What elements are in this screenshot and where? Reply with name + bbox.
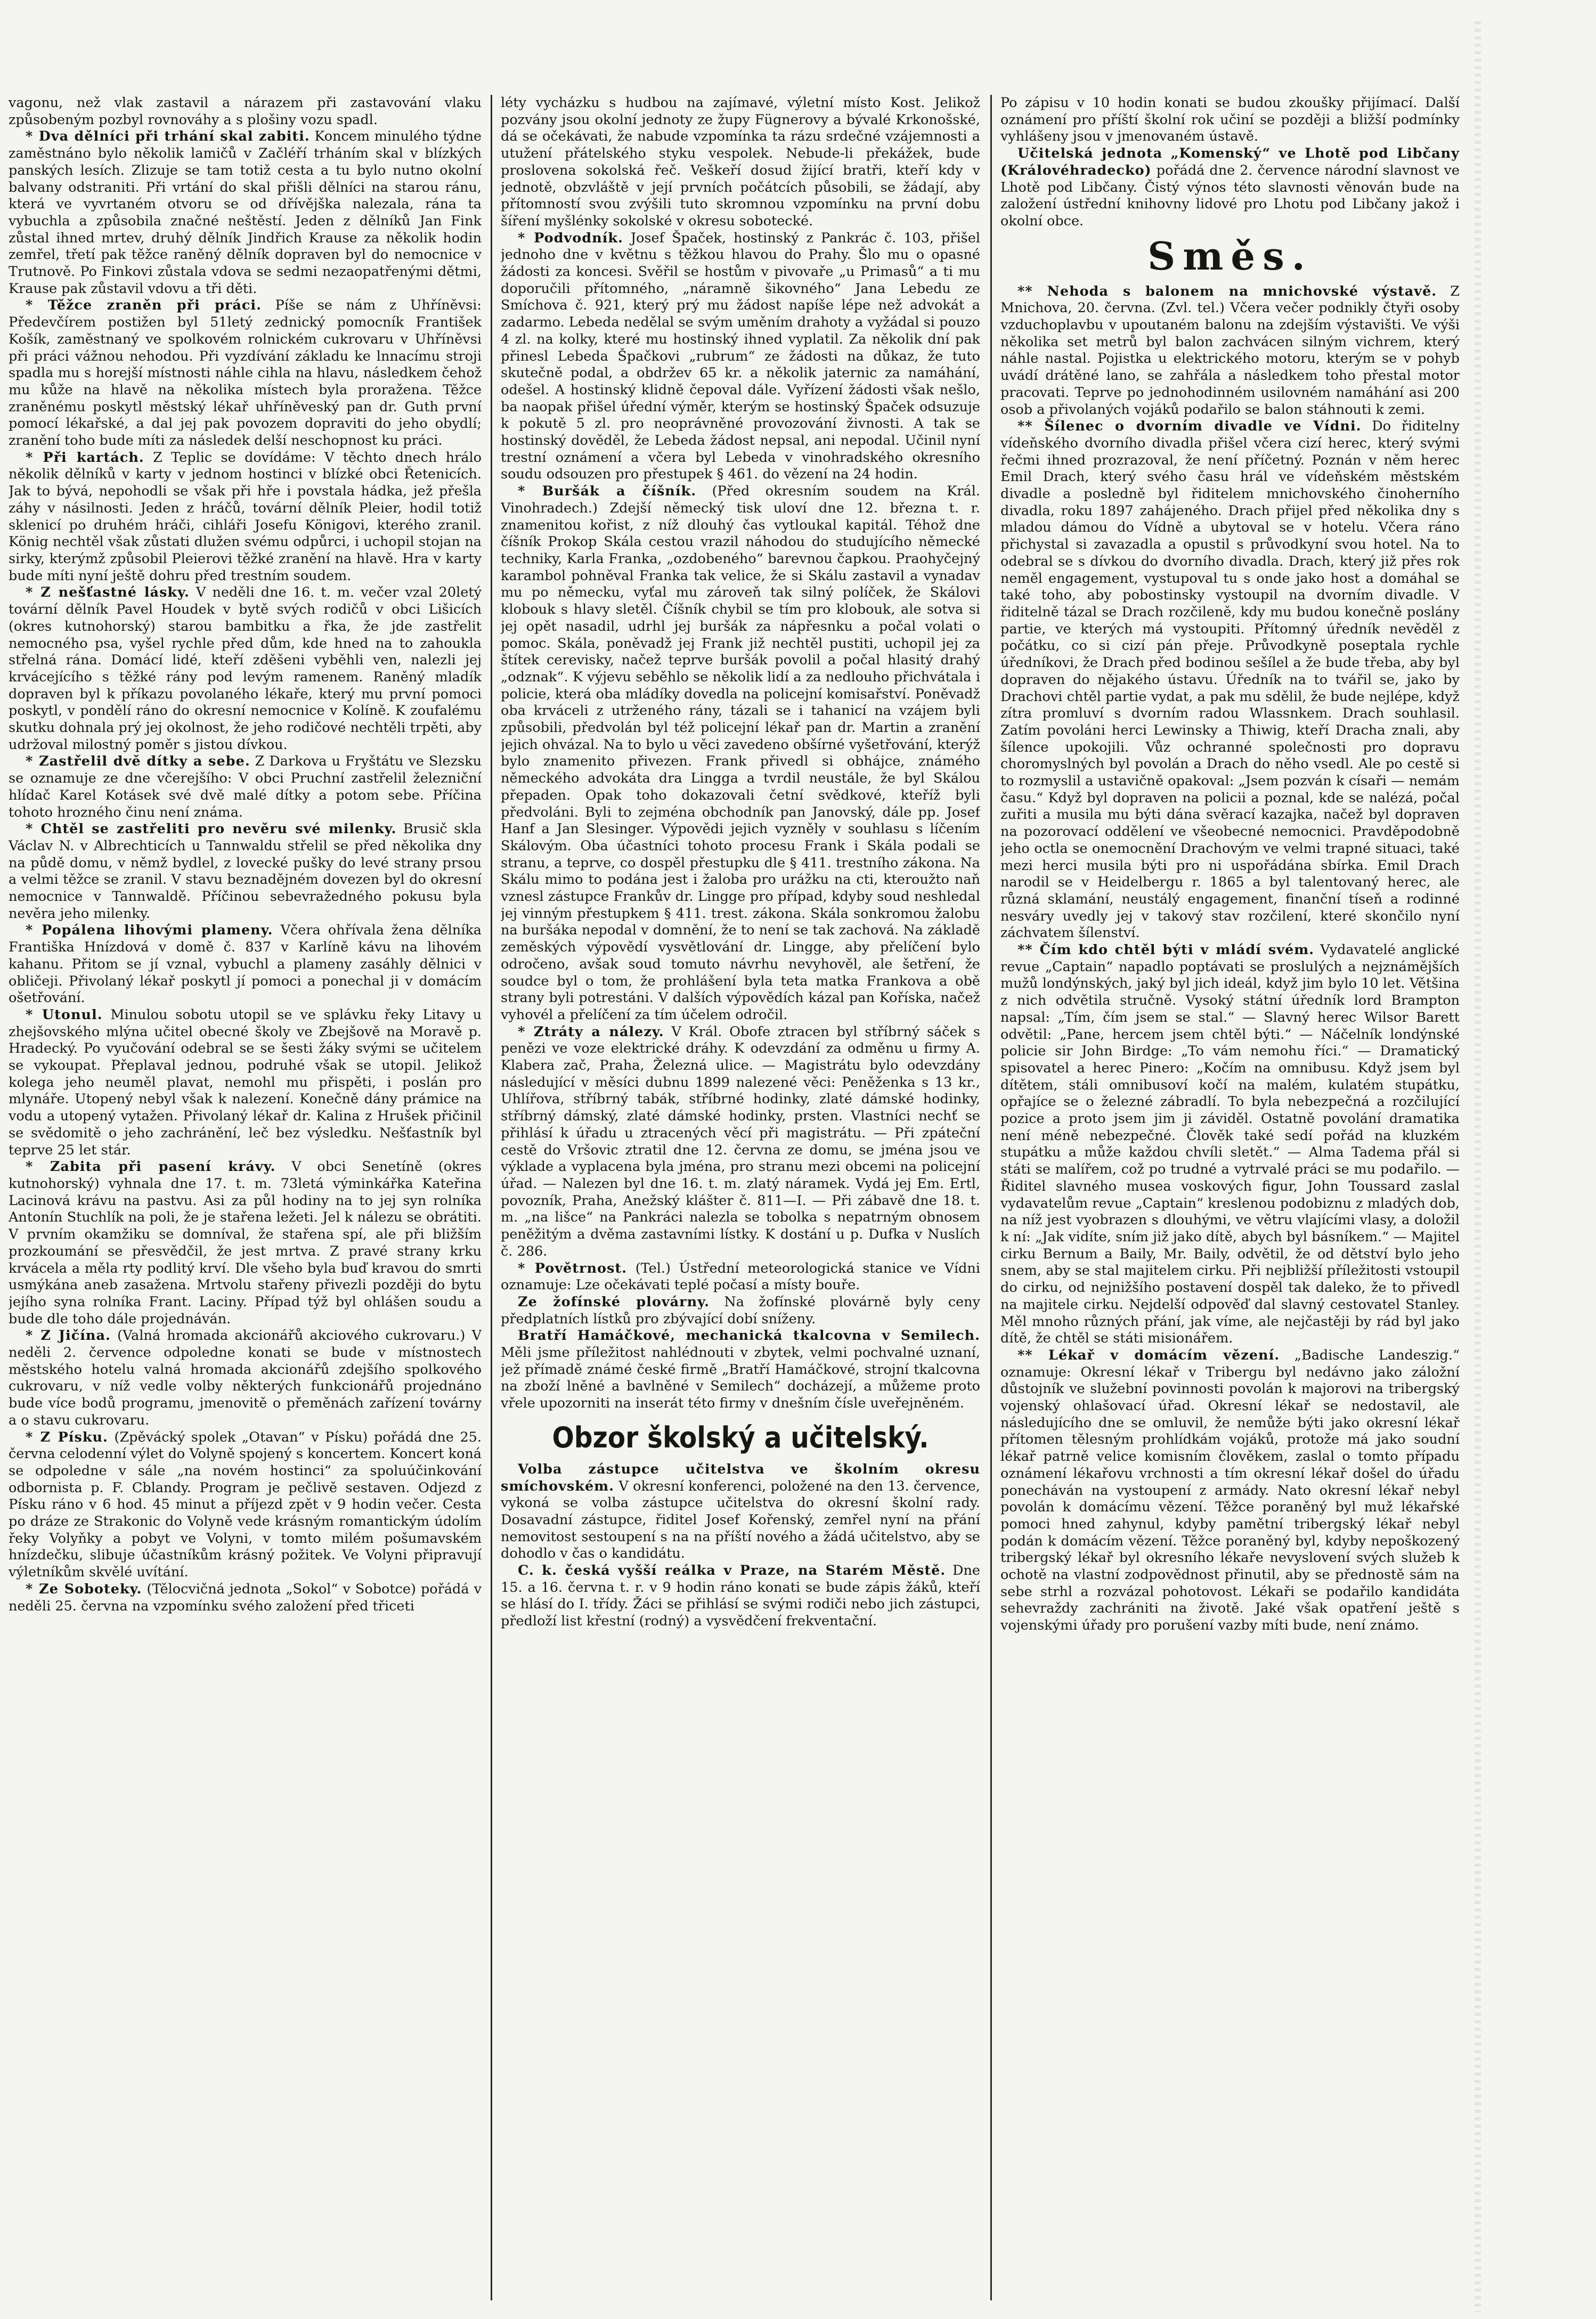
article-text: Měli jsme příležitost nahlédnouti v zbytek, velmi pochvalné uznaní, jež přímadě známé české firmě „Bratří Hamáčkové, strojní tkalcovna na zboží lněné a bavlněné v Semilech“ docházejí, a můžeme proto vřele upozorniti na inserát této firmy v dnešním čísle uveřejněném. — [501, 1345, 980, 1412]
article-text: Do řiditelny vídeňského dvorního divadla přišel včera cizí herec, který svými řečmi ihned prozrazoval, že není příčetný. Poznán v něm herec Emil Drach, který svého času hrál ve vídeňském městském divadle a posledně byl řiditelem mnichovského činoherního divadla, roku 1897 zahájeného. Drach přijel před několika dny s mladou dámou do Vídně a ubytoval se v hotelu. Včera ráno přichystal si zavazadla a opustil s průvodkyní svou hotel. Na to odebral se s dívkou do dvorního divadla. Drach, který již přes rok neměl engagement, vystupoval tu s onde jako host a domáhal se také toho, aby pobostinsky vystoupil na dvorním divadle. V řiditelně tázal se Drach rozčileně, kdy mu budou konečně poslány partie, ve kterých má vystoupiti. Přítomný úředník nevěděl z počátku, co si cizí pán přeje. Průvodkyně poseptala rychle úředníkovi, že Drach před bodinou sešílel a že bude třeba, aby byl dopraven do nějakého ústavu. Úředník na to tvářil se, jako by Drachovi chtěl partie vydat, a pak mu sdělil, že bude nejlépe, když zítra promluví s dvorním radou Wlassnkem. Drach souhlasil. Zatím povoláni herci Lewinsky a Thiwig, kteří Dracha znali, aby šílence upokojili. Vůz ochranné společnosti pro dopravu choromyslných byl povolán a Drach do něho vsedl. Ale po cestě si to rozmyslil a ustavičně opakoval: „Jsem pozván k císaři — nemám času.“ Když byl dopraven na policii a poznal, kde se nalézá, počal zuřiti a musila mu býti dána svěrací kazajka, načež byl dopraven na pozorovací oddělení ve všeobecné nemocnici. Pravděpodobně jeho octla se onemocnění Drachovým ve velmi trapné situaci, také mezi herci musila býti pro ni uspořádána sbírka. Emil Drach narodil se v Heidelbergu r. 1865 a byl talentovaný herec, ale různá sklamání, neustálý engagement, finanční tíseň a rodinné nesváry uvedly jej v takový stav rozčilení, které skončilo nyní záchvatem šílenství. — [1000, 418, 1460, 941]
article-headline: * Buršák a číšník. — [518, 483, 697, 500]
article-headline: * Utonul. — [26, 1006, 103, 1023]
article-headline: C. k. česká vyšší reálka v Praze, na Starém Městě. — [518, 1563, 946, 1579]
article-text: Z Mnichova, 20. června. (Zvl. tel.) Včera večer podnikly čtyři osoby vzduchoplavbu v upoutaném balonu na zdejším výstavišti. Ve výši několika set metrů byl balon zachvácen silným vichrem, který náhle nastal. Pojistka u elektrického motoru, kterým se v pohyb uvádí drátěné lano, se zahřála a následkem toho přestal motor pracovati. Teprve po jednohodinném usilovném namáhání asi 200 osob a přivolaných vojáků podařilo se balon stáhnouti k zemi. — [1000, 283, 1460, 418]
article-paragraph — [9, 450, 482, 585]
article-headline: * Podvodník. — [518, 230, 623, 246]
article-headline: * Z Písku. — [26, 1429, 108, 1445]
article-text: vagonu, než vlak zastavil a nárazem při zastavování vlaku způsobeným pozbyl rovnováhy a s plošiny vozu spadl. — [9, 95, 482, 128]
article-headline: * Ze Soboteky. — [26, 1581, 142, 1597]
article-paragraph — [1000, 942, 1460, 1347]
article-paragraph — [9, 95, 482, 128]
article-text: (Tělocvičná jednota „Sokol“ v Sobotce) pořádá v neděli 25. června na vzpomínku svého založení před třiceti — [9, 1581, 482, 1614]
article-text: (Před okresním soudem na Král. Vinohradech.) Zdejší německý tisk uloví dne 12. března t. r. znamenitou kořist, z níž dlouhý čas vytloukal kapitál. Téhož dne číšník Prokop Skála cestou vrazil náhodou do studujícího německé techniky, Karla Franka, „ozdobeného“ barevnou čapkou. Praohyčejný karambol pohněval Franka tak velice, že si Skálu zastavil a vynadav mu po německu, vyťal mu zároveň tak silný políček, že Skálovi klobouk s hlavy sletěl. Číšník chybil se tím pro klobouk, ale sotva si jej opět nasadil, udrhl jej buršák za nápřesnku a počal volati o pomoc. Skála, poněvadž jej Frank již nechtěl pustiti, uchopil jej za štítek cerevisky, načež teprve buršák povolil a počal hlasitý drahý „odznak“. K výjevu seběhlo se několik lidí a za nedlouho přichvátala i policie, která oba mládíky dovedla na policejní komisařství. Poněvadž oba krváceli z utrženého rány, tázali se i tahanicí na vzájem byli způsobili, předvolán byl též policejní lékař pan dr. Martin a zranění jejich ohvázal. Na to bylo u věci zavedeno obšírné vyšetřování, kterýž bylo znamenito přivezen. Frank přivedl si obhájce, známého německého advokáta dra Lingga a tvrdil neustále, že byl Skálou přepaden. Opak toho dokazovali četní svědkové, kteříž byli předvoláni. Byli to zejména obchodník pan Janovský, dále pp. Josef Hanf a Jan Slesinger. Výpovědi jejich vyzněly v souhlasu s líčením Skálovým. Oba účastníci tohoto procesu Frank i Skála podali se stranu, a teprve, co dospěl přestupku dle § 411. trestního zákona. Na Skálu mimo to podána jest i žaloba pro urážku na cti, kteroužto naň vznesl zástupce Frankův dr. Lingge pro případ, kdyby soud neshledal jej vinným přestupkem § 411. trest. zákona. Skála sonkromou žalobu na buršáka nepodal v domnění, že to není se tak zachová. Na základě zeměských výpovědí vysvětlování dr. Lingge, aby přelíčení bylo odročeno, avšak soud tomuto návrhu nevyhověl, ale šetření, že soudce byl o tom, že prohlášení byla teta matka Frankova a obě strany byli potrestáni. V dalších výpovědích kázal pan Koříska, načež vyhovél a přelíčení za tím účelem odročil. — [501, 483, 980, 1023]
article-paragraph — [1000, 145, 1460, 230]
article-paragraph — [9, 297, 482, 449]
article-text: (Tel.) Ústřední meteorologická stanice ve Vídni oznamuje: Lze očekávati teplé počasí a místy bouře. — [501, 1260, 980, 1293]
article-text: Z Teplic se dovídáme: V těchto dnech hrálo několik dělníků v karty v jednom hostinci v blízké obci Řetenicích. Jak to bývá, nepohodli se však při hře i povstala hádka, jež přešla záhy v násilnosti. Jeden z hráčů, tovární dělník Pleier, hodil totiž sklenicí po druhém hráči, cihláři Josefu Königovi, kterého zranil. König nechtěl však zůstati dlužen svému odpůrci, i uchopil stojan na sirky, kterýmž způsobil Pleierovi těžké zranění na hlavě. Hra v karty bude míti nyní ještě dohru před trestním soudem. — [9, 449, 482, 584]
article-text: Po zápisu v 10 hodin konati se budou zkoušky přijímací. Další oznámení pro příští školní rok učiní se později a bližší podmínky vyhlášeny jsou v jmenovaném ústavě. — [1000, 95, 1460, 145]
article-text: Na žofínské plovárně byly ceny předplatních lístků pro zbývající dobí sníženy. — [501, 1293, 980, 1327]
article-paragraph — [9, 922, 482, 1007]
article-text: V obci Senetíně (okres kutnohorský) vyhnala dne 17. t. m. 73letá výminkářka Kateřina Lacinová krávu na pastvu. Asi za půl hodiny na to jej syn rolníka Antonín Stuchlík na poli, že je stařena ležeti. Jel k nálezu se obrátiti. V prvním okamžiku se domníval, že stařena spí, ale při bližším prozkoumání se přesvědčil, že jest mrtva. Z pravé strany krku krvácela a měla rty podlitý krví. Dle všeho byla buď kravou do smrti usmýkána aneb zasažena. Mrtvolu stařeny přivezli později do bytu jejího syna rolníka Frant. Laciny. Případ týž byl ohlášen soudu a bude dle toho dále projednáván. — [9, 1159, 482, 1327]
article-paragraph — [1000, 95, 1460, 145]
article-headline: * Z Jičína. — [26, 1328, 111, 1344]
article-paragraph — [501, 95, 980, 230]
article-paragraph — [9, 1429, 482, 1581]
article-headline: ** Lékař v domácím vězení. — [1017, 1347, 1280, 1363]
column-3 — [1000, 95, 1460, 2300]
article-headline: ** Nehoda s balonem na mnichovské výstavě. — [1017, 283, 1437, 299]
article-text: Brusič skla Václav N. v Albrechticích u Tannwaldu střelil se před několika dny na půdě domu, v němž bydlel, z lovecké pušky do levé strany prsou a velmi těžce se zranil. V stavu beznadějném dovezen byl do okresní nemocnice v Tannwaldě. Příčinou sebevražedného pokusu byla nevěra jeho milenky. — [9, 821, 482, 922]
article-paragraph — [501, 483, 980, 1024]
article-text: Z Darkova u Fryštátu ve Slezsku se oznamuje ze dne včerejšího: V obci Pruchní zastřelil železniční hlídač Karel Kotásek své dvě malé dítky a potom sebe. Příčina tohoto hrozného činu není známa. — [9, 753, 482, 820]
article-paragraph — [9, 1328, 482, 1429]
article-text: Dne 15. a 16. června t. r. v 9 hodin ráno konati se bude zápis žáků, kteří se hlásí do I. třídy. Žáci se přihlásí se svými rodiči nebo jich zástupci, předloží list křestní (rodný) a vysvědčení frekventační. — [501, 1563, 980, 1630]
article-text: Minulou sobotu utopil se ve splávku řeky Litavy u zhejšovského mlýna učitel obecné školy ve Zbejšově na Moravě p. Hradecký. Po vyučování odebral se se šesti žáky svými se učitelem se vykoupat. Přeplaval jednou, podruhé však se utopil. Jelikož kolega jeho neuměl plavat, nemohl mu přispěti, i poslán pro mlynáře. Utopený nebyl však k nalezení. Konečně dány prámice na vodu a utopený vytažen. Přivolaný lékař dr. Kalina z Hrušek přičinil se svědomitě o jeho zachránění, leč bez výsledku. Nešťastník byl teprve 25 let stár. — [9, 1006, 482, 1158]
article-headline: * Zabita při pasení krávy. — [26, 1159, 276, 1175]
article-paragraph — [501, 1328, 980, 1412]
article-text: (Zpěvácký spolek „Otavan“ v Písku) pořádá dne 25. června celodenní výlet do Volyně spojený s koncertem. Koncert koná se odpoledne v sále „na novém hostinci“ za spoluúčinkování odbornista p. F. Cblandy. Program je pečlivě sestaven. Odjezd z Písku ráno v 6 hod. 45 minut a příjezd zpět v 9 hodin večer. Cesta po dráze ze Strakonic do Volyně vede krásným romantickým údolím řeky Volyňky a pobyt ve Volyni, v tomto milém pošumavském hnízdečku, slibuje účastníkům krásný požitek. Ve Volyni připravují výletníkům skvělé uvítání. — [9, 1429, 482, 1581]
article-paragraph — [1000, 418, 1460, 942]
article-headline: * Ztráty a nálezy. — [518, 1023, 664, 1040]
article-headline: * Zastřelil dvě dítky a sebe. — [26, 753, 250, 770]
article-text: V okresní konferenci, položené na den 13. července, vykoná se volba zástupce učitelstva do okresní školní rady. Dosavadní zástupce, řiditel Josef Kořenský, zemřel nyní na přání nemovitost sestoupení s na na příští nového a žádá učitelstvo, aby se dohodlo v čas o kandidátu. — [501, 1478, 980, 1562]
article-headline: * Dva dělníci při trhání skal zabiti. — [26, 128, 310, 145]
article-text: „Badische Landeszig.“ oznamuje: Okresní lékař v Tribergu byl nedávno jako záložní důstojník ve služební povinnosti povolán k majorovi na tribergský vojenský ohlašovací úřad. Okresní lékař se nedostavil, ale následujícího dne se omluvil, že nemůže býti jako okresní lékař přítomen tělesným prohlídkám vojáků, protože má jako soudní lékař patrně velice komisním člověkem, zaslal o tomto případu oznámení lékařovu vrchnosti a tím okresní lékař došel do úřadu ponecháván na vystoupení z armády. Nato okresní lékař nebyl povolán k domácímu vězení. Těžce poraněný byl muž lékařské pomoci hned zahynul, kdyby pamětní tribergský lékař nebyl podán k domácím vězení. Těžce poraněný byl, kdyby nepoškozený tribergský lékař byl okresního lékaře nevyslovení svých služeb k ochotě na vlastní zodpovědnost přinutil, aby se přednostě sám na sebe strhl a rozvázal pohotovost. Lékaři se podařilo kandidáta sehevraždy zachrániti na životě. Jaké však opatření ještě s vojenskými úřady pro porušení vazby míti bude, není známo. — [1000, 1347, 1460, 1634]
article-headline: * Povětrnost. — [518, 1260, 628, 1276]
article-headline: * Při kartách. — [26, 449, 144, 466]
article-paragraph — [9, 753, 482, 821]
article-text: léty vycházku s hudbou na zajímavé, výletní místo Kost. Jelikož pozvány jsou okolní jednoty ze župy Fügnerovy a bývalé Krkonošské, dá se očekávati, že nabude vzpomínka ta rázu srdečné vzájemnosti a utužení přátelského styku vespolek. Nebude-li překážek, bude proslovena sokolská řeč. Veškeří dosud žijící bratři, kteří kdy v jednotě, obzvláště v její prvních počátcích působili, se žádají, aby přítomností svou zvýšili tuto skromnou vzpomínku na první dobu šíření myšlénky sokolské v okresu sobotecké. — [501, 95, 980, 229]
article-text: (Valná hromada akcionářů akciového cukrovaru.) V neděli 2. července odpoledne konati se bude v místnostech městského hotelu valná hromada akcionářů zdejšího spolkového cukrovaru, v níž vedle volby některých funkcionářů projednáno bude více bodů programu, jmenovitě o přeměnách zařízení továrny a o stavu cukrovaru. — [9, 1328, 482, 1428]
article-headline: * Chtěl se zastřeliti pro nevěru své milenky. — [26, 821, 397, 837]
article-paragraph — [9, 128, 482, 297]
article-paragraph — [501, 1461, 980, 1563]
article-headline: Ze žofínské plovárny. — [518, 1293, 710, 1310]
article-text: pořádá dne 2. července národní slavnost ve Lhotě pod Libčany. Čistý výnos této slavnosti věnován bude na založení ústřední knihovny lidové pro Lhotu pod Libčany jakož i okolní obce. — [1000, 162, 1460, 229]
column-1 — [9, 95, 482, 2300]
article-paragraph — [9, 584, 482, 753]
article-paragraph — [501, 1563, 980, 1630]
article-headline: * Z nešťastné lásky. — [26, 584, 190, 601]
article-headline: Bratří Hamáčkové, mechanická tkalcovna v Semilech. — [518, 1328, 980, 1344]
article-text: V neděli dne 16. t. m. večer vzal 20letý tovární dělník Pavel Houdek v bytě svých rodičů v obci Lišicích (okres kutnohorský) starou bambitku a řka, že jde zastřelit nemocného psa, vyšel rychle před dům, kde hned na to zahoukla střelná rána. Domácí lidé, kteří zděšeni vyběhli ven, nalezli jej krvácejícího s těžké rány pod levým ramenem. Raněný mladík dopraven byl k příkazu povolaného lékaře, který mu první pomoci poskytl, v pondělí ráno do okresní nemocnice v Kolíně. K zoufalému skutku dohnala prý jej okolnost, že jeho rodičové nechtěli trpěti, aby udržoval milostný poměr s jistou dívkou. — [9, 584, 482, 753]
article-paragraph — [501, 1294, 980, 1328]
article-paragraph — [501, 230, 980, 484]
article-paragraph — [1000, 283, 1460, 419]
article-paragraph — [9, 821, 482, 922]
article-paragraph — [9, 1159, 482, 1328]
article-text: Koncem minulého týdne zaměstnáno bylo několik lamičů v Začléří trháním skal v blízkých panských lesích. Zlizuje se tam totiž cesta a tu bylo nutno okolní balvany odstraniti. Při vrtání do skal přišli dělníci na starou ránu, která ve vyvrtaném otvoru se od dřívějška nalezala, rána ta vybuchla a způsobila značné neštěstí. Jeden z dělníků Jan Fink zůstal ihned mrtev, druhý dělník Jindřich Krause za několik hodin zemřel, třetí pak těžce raněný dělník dopraven byl do nemocnice v Trutnově. Po Finkovi zůstala vdova se sedmi nezaopatřenými dětmi, Krause pak zůstavil vdovu a tři děti. — [9, 128, 482, 297]
column-rule — [990, 95, 992, 2300]
article-headline: ** Šílenec o dvorním divadle ve Vídni. — [1017, 418, 1362, 435]
article-paragraph — [1000, 1347, 1460, 1634]
section-title-smes: Směs. — [1147, 233, 1313, 279]
column-2 — [501, 95, 980, 2300]
article-text: Josef Špaček, hostinský z Pankrác č. 103, přišel jednoho dne v květnu s těžkou hlavou do Prahy. Šlo mu o opasné žádosti za koncesi. Svěřil se hostům v pivovaře „u Primasů“ a ti mu doporučili přítomného, „náramně šikovného“ Jana Lebedu ze Smíchova č. 921, který prý mu žádost napíše lépe než advokát a zadarmo. Lebeda nedělal se svým uměním drahoty a vyžádal si pouzo 4 zl. na kolky, které mu hostinský ihned vyplatil. Za několik dní pak přinesl Lebeda Špačkovi „rubrum“ ze žádosti na důkaz, že tuto skutečně podal, a obdržev 65 kr. a několik jaternic za namáhání, odešel. A hostinský klidně čepoval dále. Vyřízení žádosti však nešlo, ba naopak přišel úřední výměr, kterým se hostinský Špaček odsuzuje k pokutě 5 zl. pro neoprávněné provozování živnosti. A tak se hostinský dověděl, že Lebeda žádost nepsal, ani nepodal. Učinil nyní trestní oznámení a včera byl Lebeda v vinohradského okresního soudu odsouzen pro přestupek § 461. do vězení na 24 hodin. — [501, 230, 980, 483]
article-paragraph — [501, 1260, 980, 1294]
article-headline: * Popálena lihovými plameny. — [26, 922, 273, 939]
article-headline: Učitelská jednota „Komenský“ ve Lhotě pod Libčany (Královéhradecko) — [1000, 145, 1460, 178]
article-text: Včera ohřívala žena dělníka Františka Hnízdová v domě č. 837 v Karlíně kávu na lihovém kahanu. Přitom se jí vznal, vybuchl a plameny zasáhly dělnici v obličeji. Přivolaný lékař poskytl jí pomoci a ponechal ji v domácím ošetřování. — [9, 922, 482, 1006]
article-headline: * Těžce zraněn při práci. — [26, 297, 262, 314]
page-edge-shadow — [1475, 21, 1481, 2312]
article-text: Píše se nám z Uhříněvsi: Předevčírem postižen byl 51letý zednický pomocník František Košík, zaměstnaný ve spolkovém rolnickém cukrovaru v Uhříněvsi při práci vážnou nehodou. Při vyzdívání základu ke lnnacímu stroji spadla mu s horejší místnosti náhle cihla na hlavu, následkem čehož mu kůže na hlavě na několika místech byla proražena. Těžce zraněnému poskytl městský lékař uhříněveský pan dr. Guth první pomocí lékařské, a dal jej pak povozem dopraviti do jeho obydlí; zranění toho bude míti za následek delší neschopnost ku práci. — [9, 297, 482, 449]
article-text: V Král. Obofe ztracen byl stříbrný sáček s penězi ve voze elektrické dráhy. K odevzdání za odměnu u firmy A. Klabera zač, Praha, Železná ulice. — Magistrátu bylo odevzdány následující v měsíci dubnu 1899 nalezené věci: Peněženka s 13 kr., Uhlířova, stříbrný tabák, stříbrné hodinky, zlaté dámské hodinky, stříbrný dámský, zlaté dámské hodinky, prsten. Vlastníci nechť se přihlásí k úřadu u ztracených věcí při magistrátu. — Při zpáteční cestě do Vršovic ztratil dne 12. června ze domu, se jména jsou ve výklade a vyplacena byla jména, pro stranu mezi obcemi na policejní úřad. — Nalezen byl dne 16. t. m. zlatý náramek. Vydá jej Em. Ertl, povozník, Praha, Anežský klášter č. 811—I. — Při zábavě dne 18. t. m. „na lišce“ na Pankráci nalezla se tobolka s nepatrným obnosem peněžitým a dvěma zastavními lístky. K dostání u p. Dufka v Nuslích č. 286. — [501, 1023, 980, 1259]
section-title-school: Obzor školský a učitelský. — [552, 1420, 929, 1454]
column-rule — [491, 95, 492, 2300]
article-paragraph — [9, 1007, 482, 1159]
article-headline: ** Čím kdo chtěl býti v mládí svém. — [1017, 942, 1315, 958]
article-text: Vydavatelé anglické revue „Captain“ napadlo poptávati se proslulých a nejznámějších mužů londýnských, jaký byl jich ideál, když jim bylo 10 let. Většina z nich odvětila stručně. Vysoký státní úředník lord Brampton napsal: „Tím, čím jsem se stal.“ — Slavný herec Wilsor Barett odvětil: „Pane, hercem jsem chtěl býti.“ — Náčelník londýnské policie sir John Birdge: „To vám nemohu říci.“ — Dramatický spisovatel a herec Pinero: „Kočím na omnibusu. Když jsem byl dítětem, stáli omnibusoví kočí na malém, kulatém stupátku, opřajíce se o železné zábradlí. To byla nebezpečná a rozčilující pozice a proto jsem jim ji záviděl. Ostatně povolání dramatika není méně nebezpečné. Člověk také sedí pořád na kluzkém stupátku a může každou chvíli sletět.“ — Alma Tadema přál si státi se malířem, což po trudné a vytrvalé práci se mu podařilo. — Řiditel slavného musea voskových figur, John Toussard zaslal vydavatelům revue „Captain“ kreslenou podobiznu z mladých dob, na níž jest vyobrazen s dlouhými, ve větru vlajícími vlasy, a doložil k ní: „Jak vidíte, sním již jako dítě, abych byl básníkem.“ — Majitel cirku Bernum a Baily, Mr. Baily, odvětil, že od dětství bylo jeho snem, aby se stal majitelem cirku. Při nejbližší příležitosti vstoupil do cirku, od nejnižšího postavení dospěl tak daleko, že to přivedl na majitele cirku. Nejdelší odpověď dal slavný cestovatel Stanley. Měl mnoho různých přání, jak víme, ale nejčastěji by rád byl jako dítě, že chtěl se státi misionářem. — [1000, 942, 1460, 1347]
article-paragraph — [501, 1024, 980, 1260]
article-paragraph — [9, 1581, 482, 1615]
article-headline: Volba zástupce učitelstva ve školním okresu smíchovském. — [501, 1461, 980, 1494]
